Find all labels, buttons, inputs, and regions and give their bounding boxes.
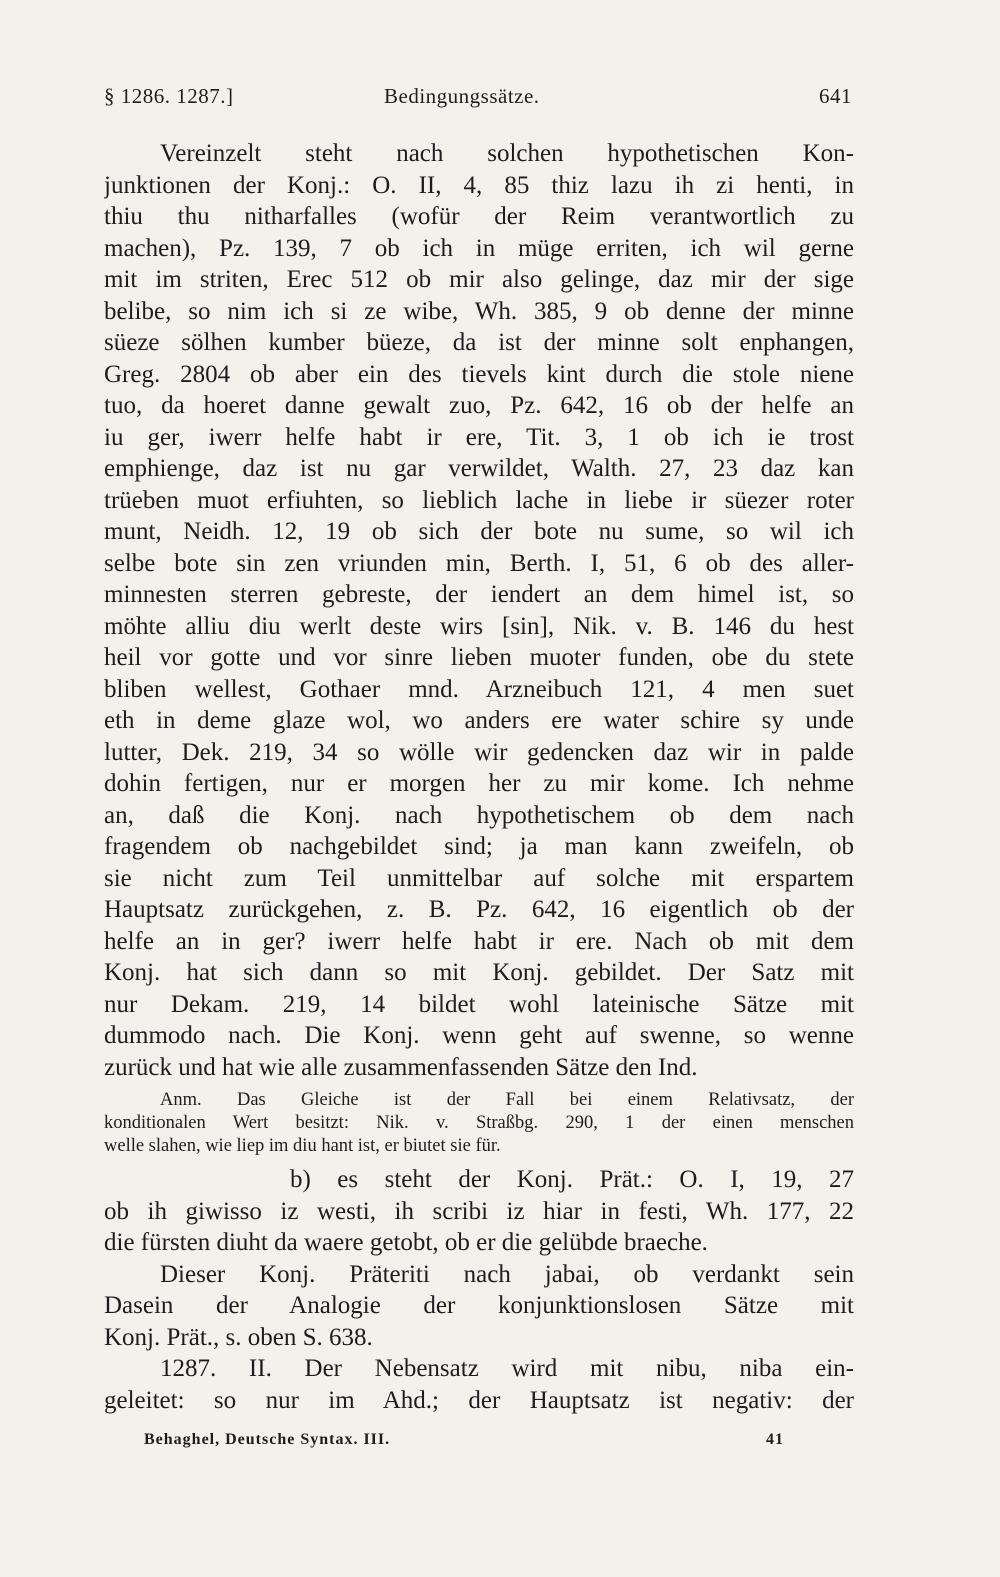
text-line: Greg. 2804 ob aber ein des tievels kint durch die stole niene: [104, 360, 854, 388]
note-line: Anm. Das Gleiche ist der Fall bei einem Relativsatz, der: [160, 1090, 854, 1110]
text-line: Konj. hat sich dann so mit Konj. gebildet. Der Satz mit: [104, 959, 854, 986]
text-line: helfe an in ger? iwerr helfe habt ir ere. Nach ob mit dem: [104, 927, 854, 955]
printer-signature: [144, 1431, 784, 1459]
text-line: möhte alliu diu werlt deste wirs [sin], Nik. v. B. 146 du hest: [104, 612, 854, 640]
text-line: iu ger, iwerr helfe habt ir ere, Tit. 3, 1 ob ich ie trost: [104, 423, 854, 451]
text-line: munt, Neidh. 12, 19 ob sich der bote nu sume, so wil ich: [104, 518, 854, 545]
text-line: ob ih giwisso iz westi, ih scribi iz hiar in festi, Wh. 177, 22: [104, 1197, 854, 1225]
text-line: Vereinzelt steht nach solchen hypothetischen Kon-: [160, 140, 854, 167]
text-line: tuo, da hoeret danne gewalt zuo, Pz. 642, 16 ob der helfe an: [104, 392, 854, 419]
text-line: bliben wellest, Gothaer mnd. Arzneibuch 121, 4 men suet: [104, 675, 854, 703]
text-line: b) es steht der Konj. Prät.: O. I, 19, 27: [290, 1166, 854, 1193]
text-line: trüeben muot erfiuhten, so lieblich lache in liebe ir süezer roter: [104, 486, 854, 514]
note-line: welle slahen, wie liep im diu hant ist, er biutet sie für.: [104, 1136, 501, 1156]
sheet-number: 41: [766, 1431, 784, 1448]
text-line: Dasein der Analogie der konjunktionslosen Sätze mit: [104, 1292, 854, 1319]
text-line: belibe, so nim ich si ze wibe, Wh. 385, 9 ob denne der minne: [104, 297, 854, 325]
text-line: eth in deme glaze wol, wo anders ere water schire sy unde: [104, 707, 854, 734]
running-header: [104, 84, 852, 116]
text-line: dohin fertigen, nur er morgen her zu mir kome. Ich nehme: [104, 770, 854, 797]
text-line: fragendem ob nachgebildet sind; ja man kann zweifeln, ob: [104, 833, 854, 860]
text-line: Konj. Prät., s. oben S. 638.: [104, 1323, 373, 1351]
text-line: thiu thu nitharfalles (wofür der Reim verantwortlich zu: [104, 203, 854, 230]
text-line: mit im striten, Erec 512 ob mir also gelinge, daz mir der sige: [104, 266, 854, 293]
text-line: Hauptsatz zurückgehen, z. B. Pz. 642, 16 eigentlich ob der: [104, 896, 854, 923]
text-line: nur Dekam. 219, 14 bildet wohl lateinische Sätze mit: [104, 990, 854, 1018]
section-heading-line: 1287. II. Der Nebensatz wird mit nibu, niba ein-: [160, 1355, 854, 1382]
note-line: konditionalen Wert besitzt: Nik. v. Straßbg. 290, 1 der einen menschen: [104, 1113, 854, 1133]
signature-text: Behaghel, Deutsche Syntax. III.: [144, 1431, 391, 1448]
text-line: geleitet: so nur im Ahd.; der Hauptsatz ist negativ: der: [104, 1386, 854, 1414]
text-line: sie nicht zum Teil unmittelbar auf solche mit erspartem: [104, 864, 854, 892]
text-line: machen), Pz. 139, 7 ob ich in müge erriten, ich wil gerne: [104, 234, 854, 262]
text-line: an, daß die Konj. nach hypothetischem ob dem nach: [104, 801, 854, 829]
text-line: zurück und hat wie alle zusammenfassenden Sätze den Ind.: [104, 1053, 698, 1081]
section-reference: § 1286. 1287.]: [104, 84, 234, 108]
page-number: 641: [819, 84, 852, 108]
text-line: minnesten sterren gebreste, der iendert an dem himel ist, so: [104, 581, 854, 608]
text-line: heil vor gotte und vor sinre lieben muoter funden, obe du stete: [104, 644, 854, 671]
chapter-title: Bedingungssätze.: [384, 84, 540, 108]
annotation-note: [104, 1089, 854, 1158]
text-line: süeze sölhen kumber büeze, da ist der minne solt enphangen,: [104, 329, 854, 356]
text-line: die fürsten diuht da waere getobt, ob er die gelübde braeche.: [104, 1229, 708, 1256]
body-text: [104, 138, 854, 1416]
text-line: lutter, Dek. 219, 34 so wölle wir gedencken daz wir in palde: [104, 738, 854, 766]
text-line: Dieser Konj. Präteriti nach jabai, ob verdankt sein: [160, 1260, 854, 1288]
text-line: junktionen der Konj.: O. II, 4, 85 thiz lazu ih zi henti, in: [104, 171, 854, 199]
text-line: selbe bote sin zen vriunden min, Berth. I, 51, 6 ob des aller-: [104, 549, 854, 577]
text-line: emphienge, daz ist nu gar verwildet, Walth. 27, 23 daz kan: [104, 455, 854, 482]
text-line: dummodo nach. Die Konj. wenn geht auf swenne, so wenne: [104, 1022, 854, 1049]
